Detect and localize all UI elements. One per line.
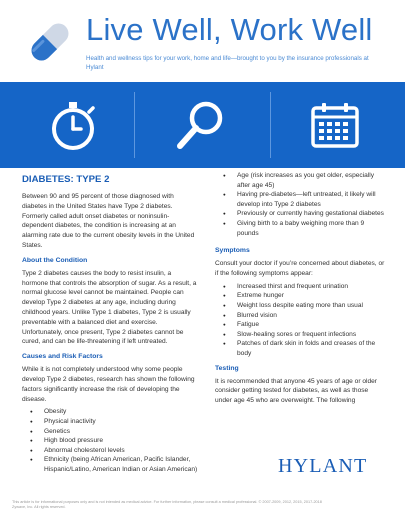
pill-capsule-icon [22, 14, 78, 70]
list-item: ● Extreme hunger [223, 291, 385, 301]
list-item: ● Abnormal cholesterol levels [30, 446, 198, 456]
symptoms-list [223, 282, 385, 359]
intro-paragraph: Between 90 and 95 percent of those diagnosed with diabetes in the United States have Type 2 diabetes. Formerly called adult onset diabetes or noninsulin-dependent diabetes, the condition is increasing at an alarming rate due to the current obesity levels in the United States. [22, 193, 195, 249]
risk-factor-list-continued [223, 171, 385, 238]
list-item: ● Increased thirst and frequent urination [223, 282, 385, 292]
list-item: ● Having pre-diabetes—left untreated, it likely will develop into Type 2 diabetes [223, 190, 385, 209]
hylant-logo: HYLANT [278, 455, 368, 477]
header [0, 0, 405, 82]
list-item: ● Weight loss despite eating more than usual [223, 301, 385, 311]
magnifying-glass-icon [172, 96, 230, 154]
testing-heading: Testing [215, 364, 239, 372]
calendar-icon [306, 96, 364, 154]
list-item: ● Slow-healing sores or frequent infections [223, 330, 385, 340]
right-column [215, 171, 385, 408]
banner-divider [134, 92, 135, 158]
icon-banner [0, 82, 405, 168]
list-item: ● Physical inactivity [30, 417, 198, 427]
risk-factor-list [30, 407, 198, 474]
stopwatch-icon [44, 96, 102, 154]
section-title: DIABETES: TYPE 2 [22, 174, 110, 185]
page-title: Live Well, Work Well [86, 12, 373, 47]
list-item: ● Previously or currently having gestational diabetes [223, 209, 385, 219]
testing-paragraph: It is recommended that anyone 45 years of age or older consider getting tested for diabetes, as well as those under age 45 who are overweight. The following [215, 377, 378, 405]
list-item: ● Genetics [30, 427, 198, 437]
left-column [22, 171, 198, 475]
banner-divider [270, 92, 271, 158]
symptoms-heading: Symptoms [215, 247, 250, 255]
list-item: ● Giving birth to a baby weighing more than 9 pounds [223, 219, 385, 238]
tagline: Health and wellness tips for your work, home and life—brought to you by the insurance professionals at Hylant [86, 55, 369, 71]
causes-paragraph: While it is not completely understood why some people develop Type 2 diabetes, research has shown the following factors significantly increase the risk of developing the disease. [22, 366, 195, 403]
list-item: ● High blood pressure [30, 436, 198, 446]
about-heading: About the Condition [22, 256, 88, 264]
list-item: ● Blurred vision [223, 311, 385, 321]
symptoms-paragraph: Consult your doctor if you’re concerned about diabetes, or if the following symptoms appear: [215, 260, 385, 277]
list-item: ● Ethnicity (being African American, Pacific Islander, Hispanic/Latino, American Indian or Asian American) [30, 455, 198, 474]
list-item: ● Obesity [30, 407, 198, 417]
causes-heading: Causes and Risk Factors [22, 353, 103, 361]
list-item: ● Fatigue [223, 320, 385, 330]
about-paragraph: Type 2 diabetes causes the body to resist insulin, a hormone that controls the absorption of sugar. As a result, a normal glucose level cannot be maintained. People can develop Type 2 diabetes at any age, including during childhood years. Unlike Type 1 diabetes, Type 2 is usually preventable with a balanced diet and exercise. Unfortunately, once present, Type 2 diabetes cannot be cured, and can be life-threatening if left untreated. [22, 269, 197, 346]
list-item: ● Patches of dark skin in folds and creases of the body [223, 339, 385, 358]
footer-disclaimer: This article is for informational purposes only and is not intended as medical advice. For further information, please consult a medical professional. © 2007-2009, 2012, 2015, 2017-2018 Zywave, Inc. All rights reserved. [12, 500, 322, 510]
list-item: ● Age (risk increases as you get older, especially after age 45) [223, 171, 385, 190]
